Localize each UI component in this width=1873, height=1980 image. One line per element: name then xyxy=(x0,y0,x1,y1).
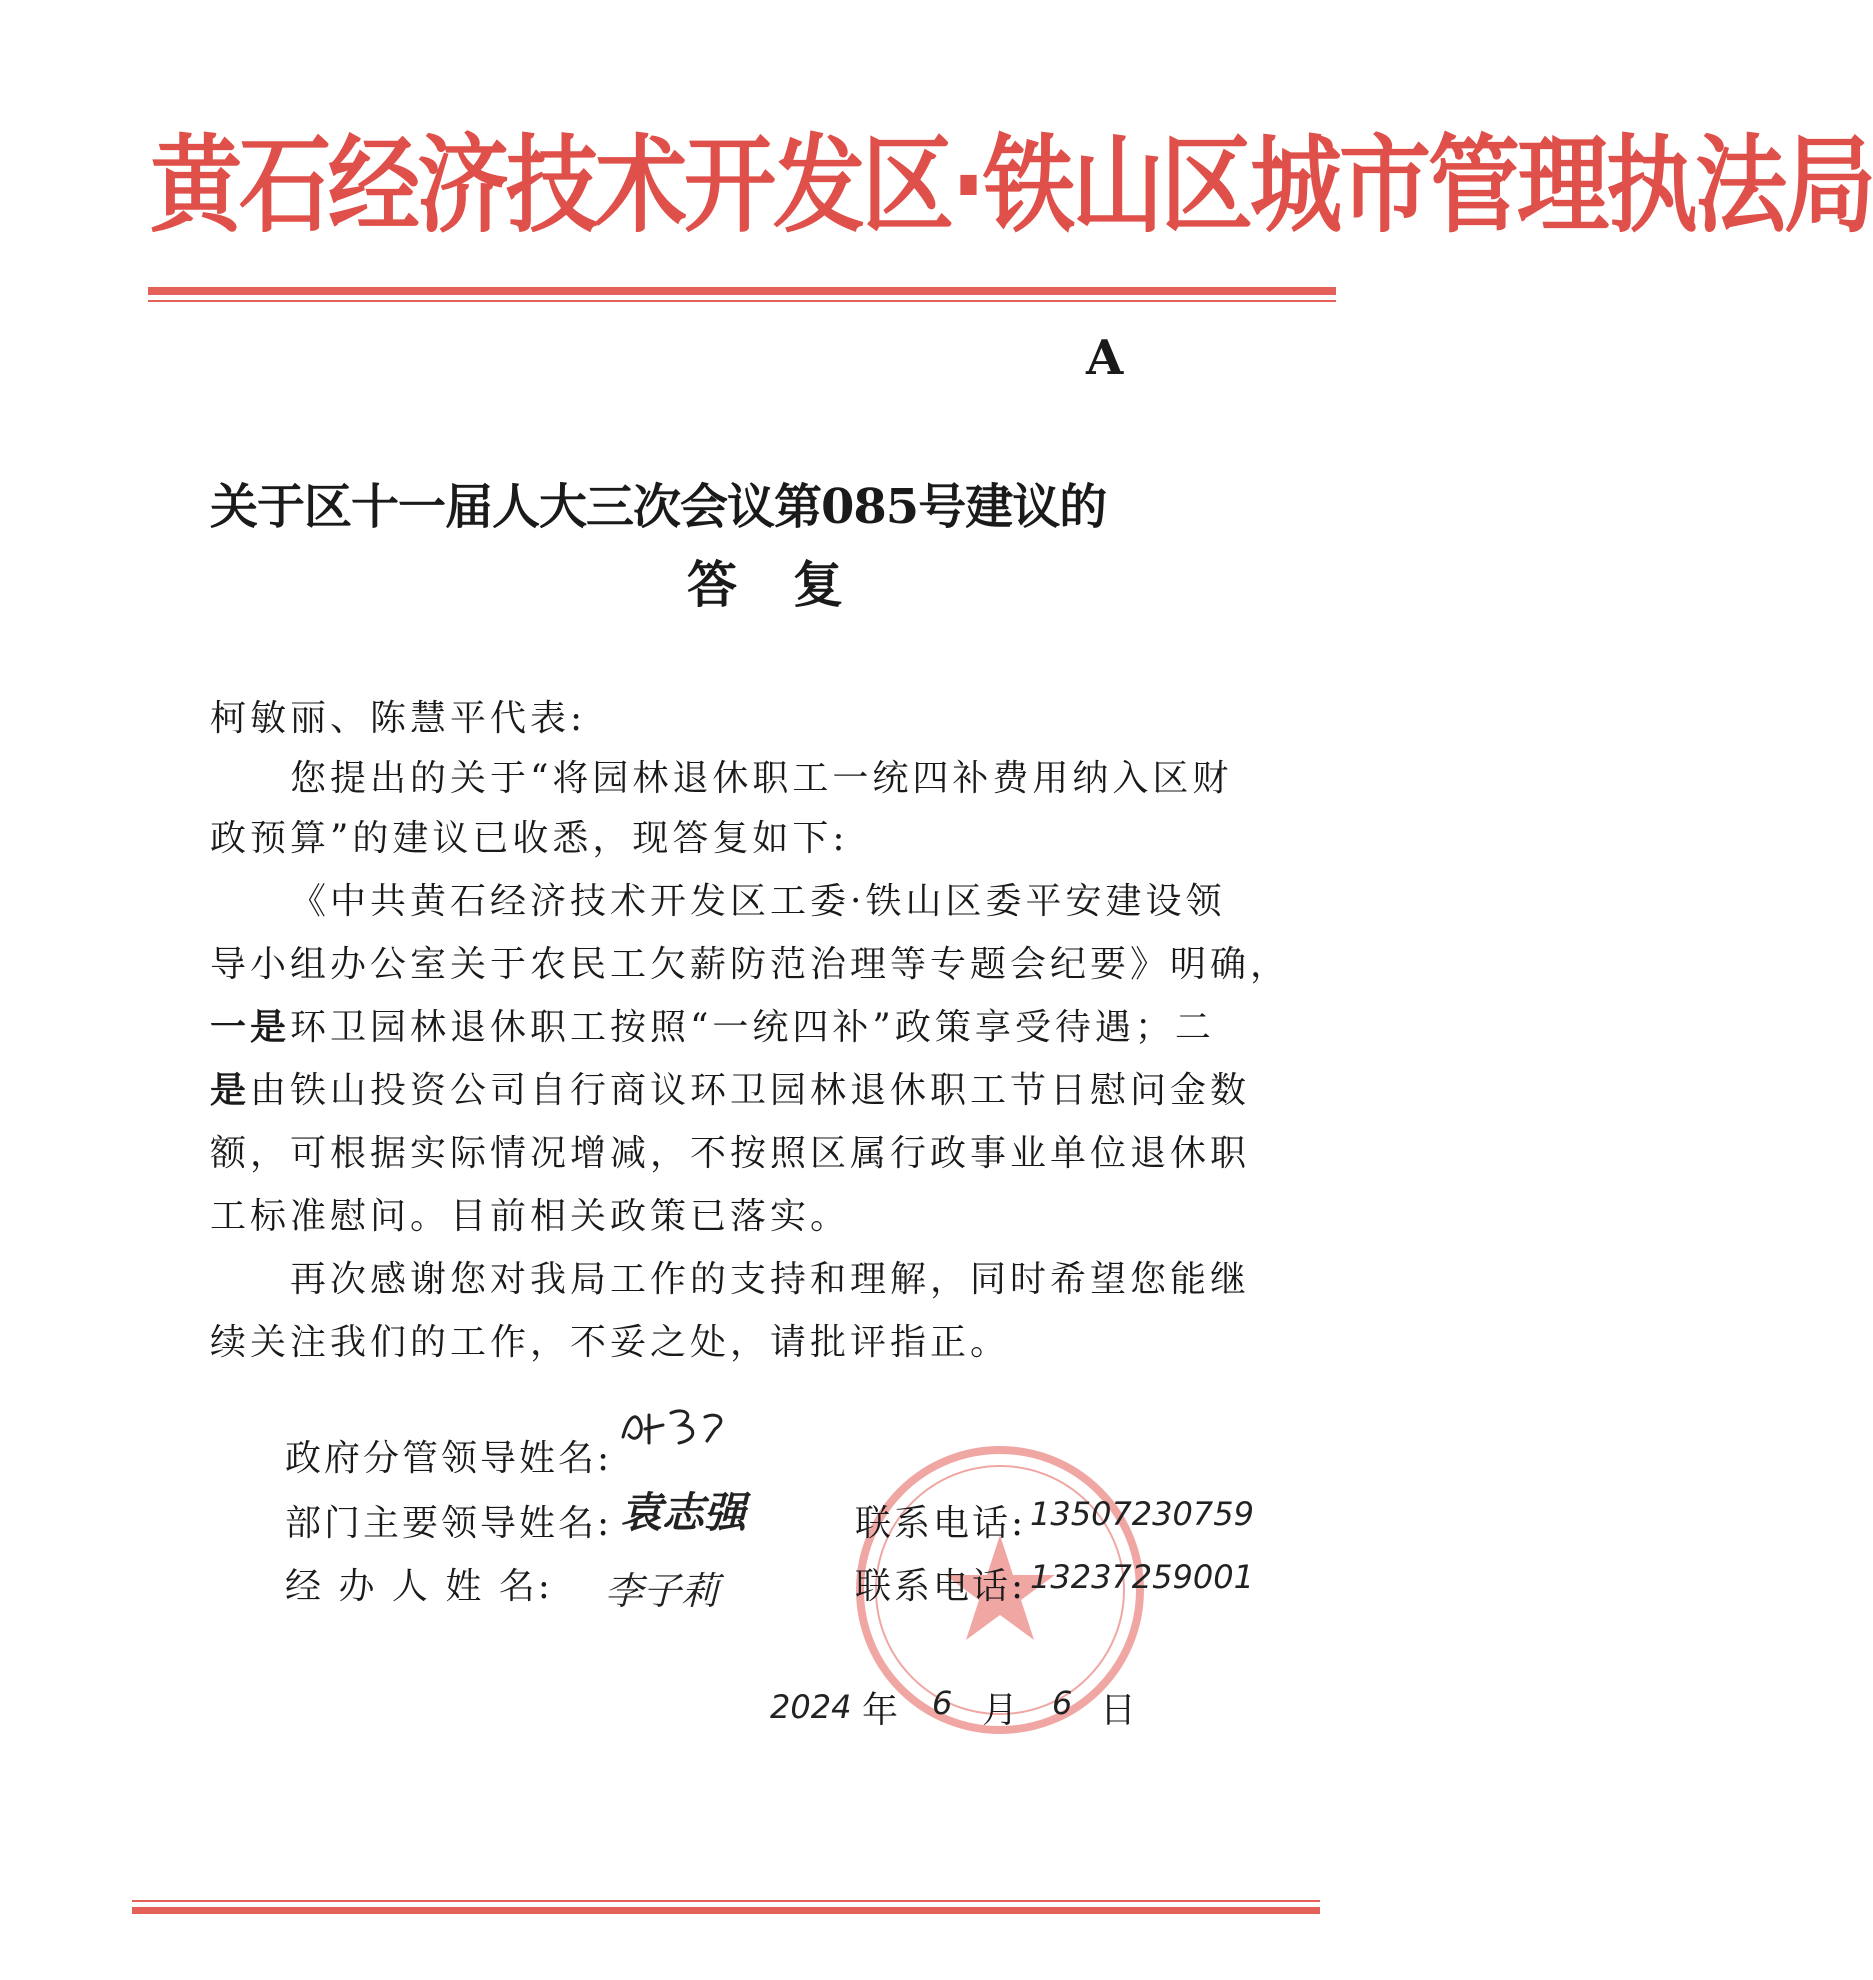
paragraph2-line5: 额，可根据实际情况增减，不按照区属行政事业单位退休职 xyxy=(210,1133,1251,1174)
paragraph2-line1: 《中共黄石经济技术开发区工委·铁山区委平安建设领 xyxy=(290,881,1226,922)
grade-mark: A xyxy=(1086,330,1124,386)
letterhead-rule xyxy=(148,287,1336,302)
paragraph2-line4 xyxy=(210,1062,1260,1113)
footer-rule xyxy=(132,1900,1320,1914)
paragraph2-line3 xyxy=(210,999,1260,1050)
gov-leader-label: 政府分管领导姓名: xyxy=(285,1438,613,1479)
handler-signature: 李子莉 xyxy=(605,1569,720,1613)
paragraph3-line2: 续关注我们的工作，不妥之处，请批评指正。 xyxy=(210,1322,1011,1363)
phone-label-2: 联系电话: xyxy=(855,1566,1027,1607)
paragraph2-line2: 导小组办公室关于农民工欠薪防范治理等专题会纪要》明确， xyxy=(210,944,1291,985)
point-one-text: 环卫园林退休职工按照“一统四补”政策享受待遇；二 xyxy=(290,1007,1215,1048)
gov-leader-signature xyxy=(615,1395,745,1455)
letterhead-title: 黄石经济技术开发区·铁山区城市管理执法局 xyxy=(150,124,1873,248)
paragraph1-line1: 您提出的关于“将园林退休职工一统四补费用纳入区财 xyxy=(290,758,1233,799)
date-month-unit: 月 xyxy=(982,1690,1022,1731)
paragraph1-line2: 政预算”的建议已收悉，现答复如下: xyxy=(210,818,849,859)
phone-number-1: 13507230759 xyxy=(1030,1495,1254,1533)
date-year-unit: 年 xyxy=(862,1690,902,1731)
phone-number-2: 13237259001 xyxy=(1030,1558,1254,1596)
date-month: 6 xyxy=(932,1684,953,1722)
doc-title-line2: 答复 xyxy=(687,555,899,614)
doc-title-line1: 关于区十一届人大三次会议第085号建议的 xyxy=(210,479,1107,535)
point-one-marker: 一是 xyxy=(210,1006,291,1048)
date-day-unit: 日 xyxy=(1100,1690,1140,1731)
dept-leader-label: 部门主要领导姓名: xyxy=(285,1503,613,1544)
salutation: 柯敏丽、陈慧平代表: xyxy=(210,698,587,739)
point-two-marker: 是 xyxy=(210,1069,251,1111)
handler-label: 经 办 人 姓 名: xyxy=(285,1566,553,1607)
date-year: 2024 xyxy=(770,1688,852,1726)
phone-label-1: 联系电话: xyxy=(855,1503,1027,1544)
paragraph2-line6: 工标准慰问。目前相关政策已落实。 xyxy=(210,1196,851,1237)
point-two-text: 由铁山投资公司自行商议环卫园林退休职工节日慰问金数 xyxy=(250,1070,1251,1111)
dept-leader-signature: 袁志强 xyxy=(620,1488,747,1537)
paragraph3-line1: 再次感谢您对我局工作的支持和理解，同时希望您能继 xyxy=(290,1259,1251,1300)
date-day: 6 xyxy=(1052,1684,1073,1722)
